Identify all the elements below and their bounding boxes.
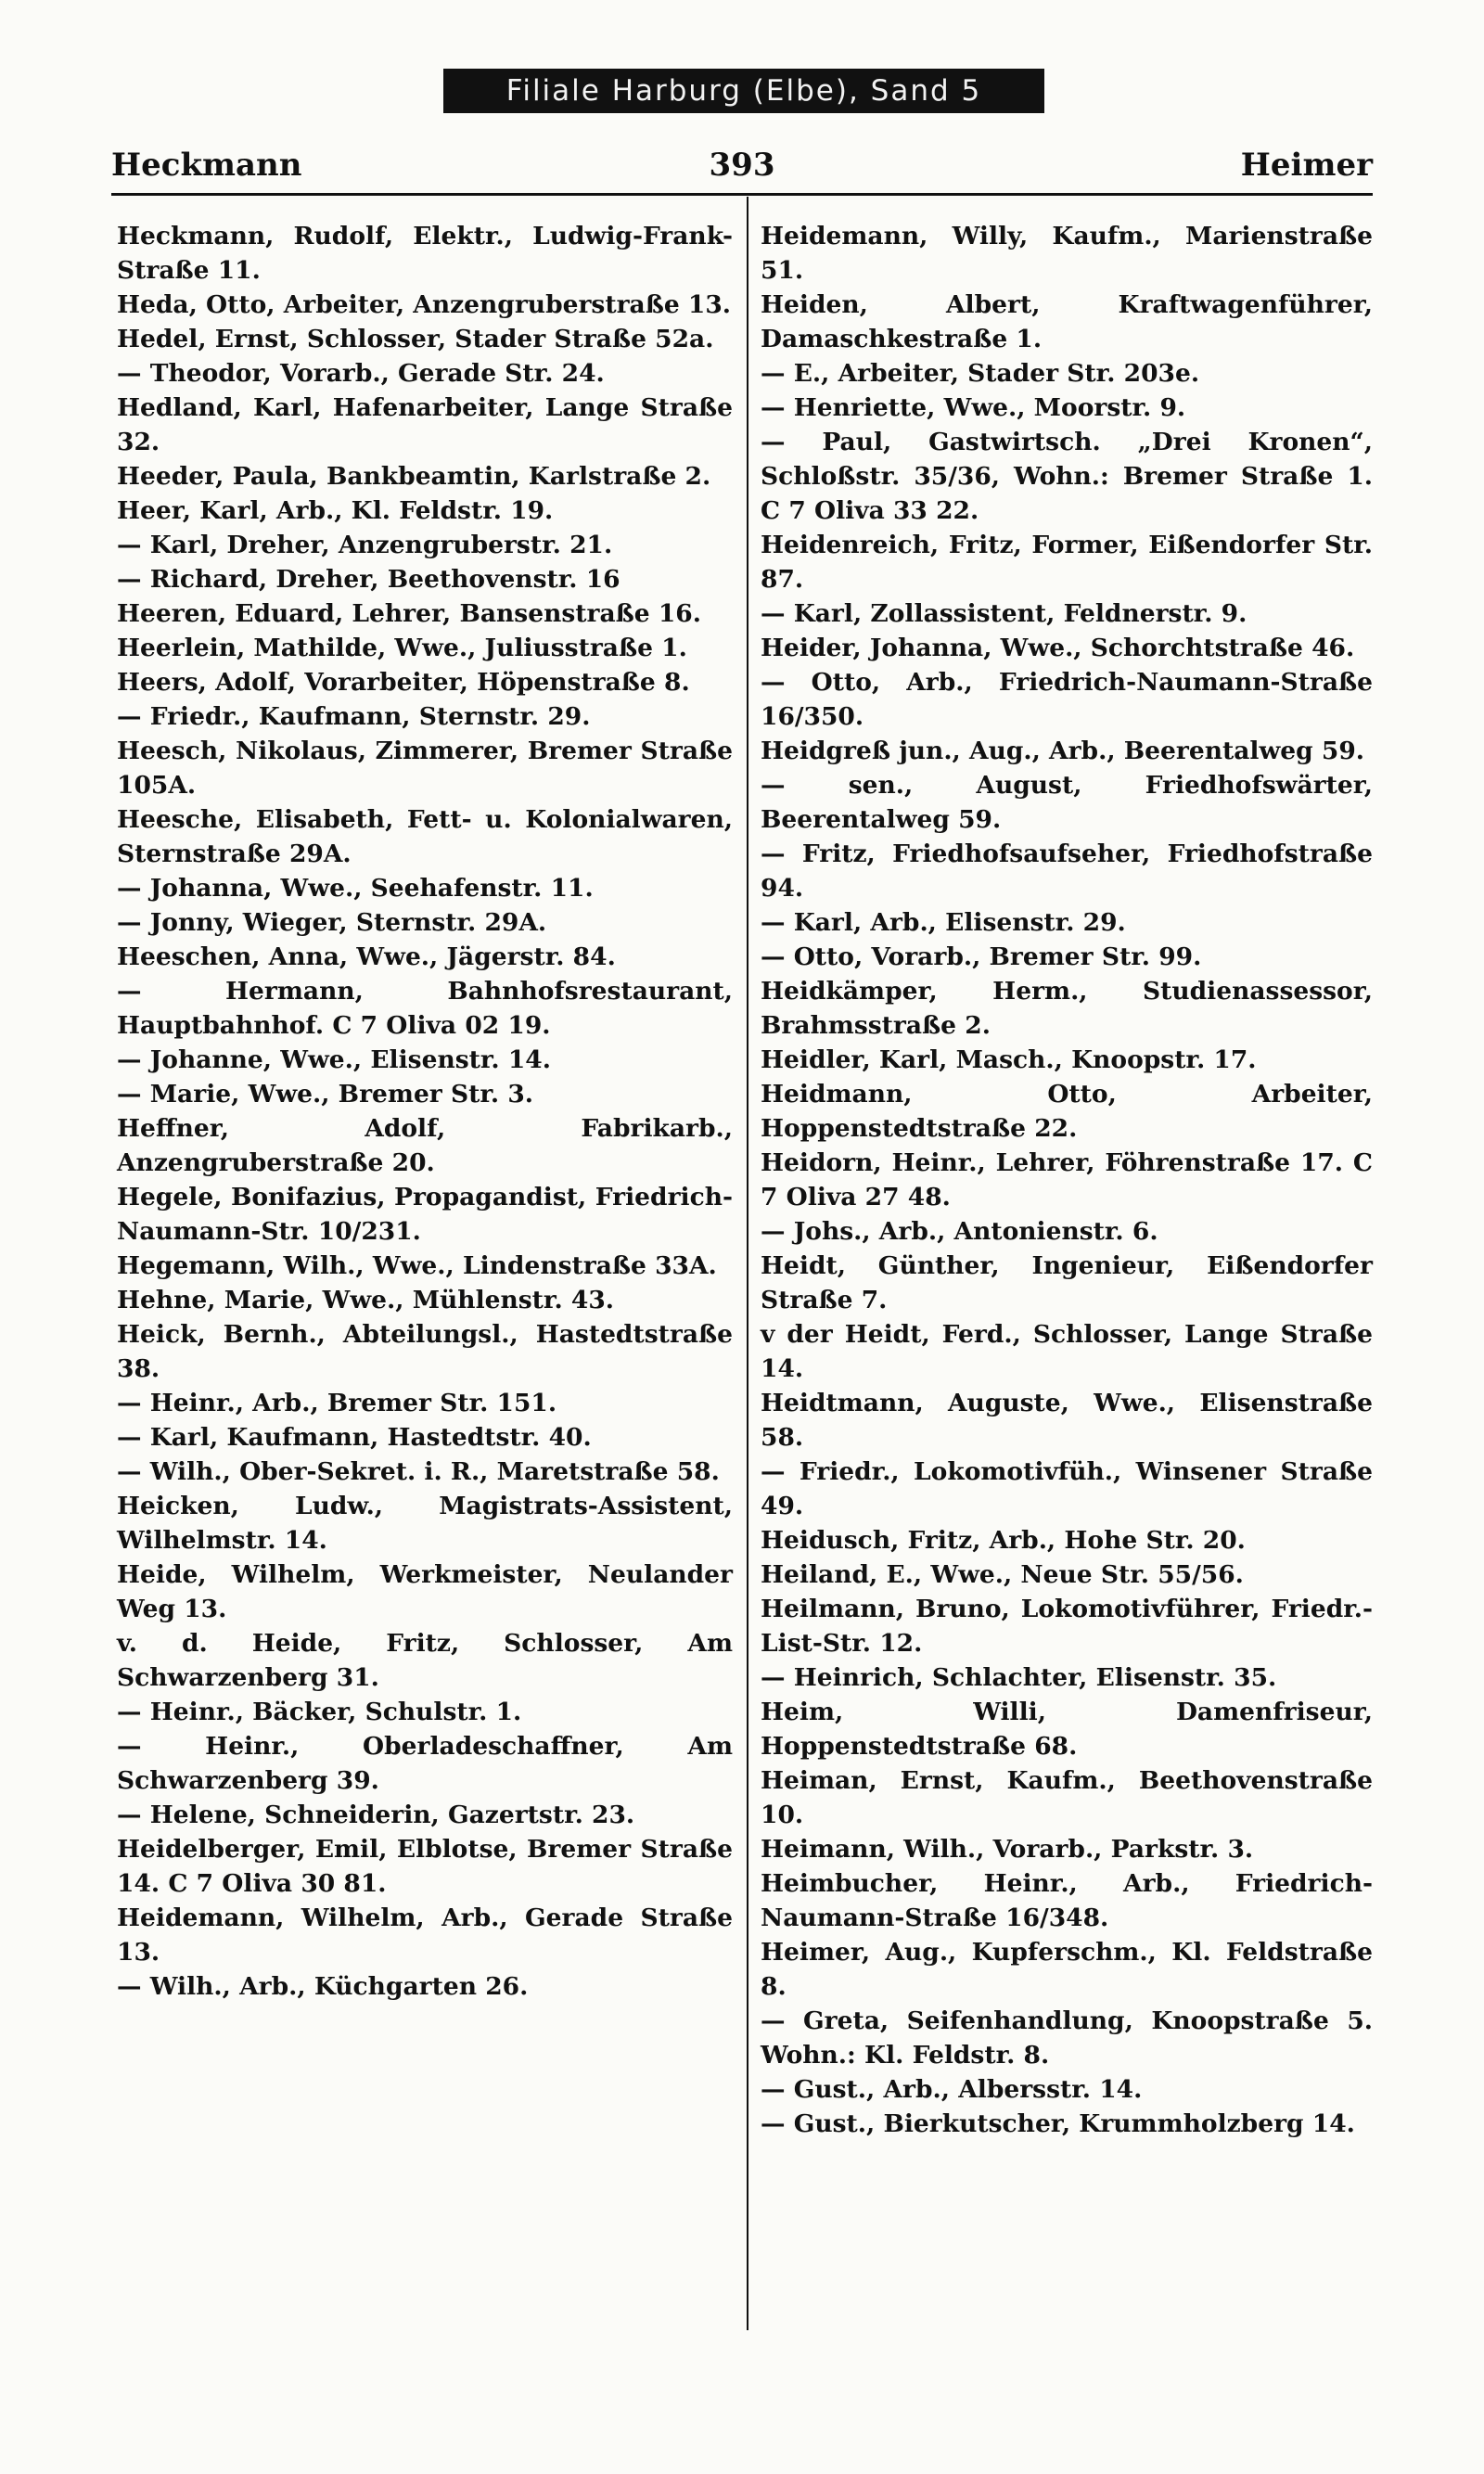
directory-entry: Heiden, Albert, Kraftwagenführer, Damaschkestraße 1. [761, 290, 1373, 353]
directory-entry: Heerlein, Mathilde, Wwe., Juliusstraße 1. [117, 634, 687, 662]
directory-entry: — Jonny, Wieger, Sternstr. 29A. [117, 908, 547, 937]
directory-entry: — Otto, Arb., Friedrich-Naumann-Straße 16/350. [761, 668, 1373, 731]
directory-entry: — Karl, Arb., Elisenstr. 29. [761, 908, 1126, 937]
header-first-name: Heckmann [111, 147, 302, 184]
directory-entry: — Heinr., Bäcker, Schulstr. 1. [117, 1698, 522, 1726]
directory-entry: Heidemann, Wilhelm, Arb., Gerade Straße 13. [117, 1904, 733, 1967]
left-column [117, 219, 733, 2004]
directory-entry: Heeren, Eduard, Lehrer, Bansenstraße 16. [117, 599, 701, 628]
page-header [111, 147, 1373, 191]
directory-entry: Heide, Wilhelm, Werkmeister, Neulander Weg 13. [117, 1560, 733, 1623]
directory-entry: — Heinr., Arb., Bremer Str. 151. [117, 1389, 557, 1417]
directory-entry: — Otto, Vorarb., Bremer Str. 99. [761, 942, 1202, 971]
directory-entry: Heidelberger, Emil, Elblotse, Bremer Straße 14. C 7 Oliva 30 81. [117, 1835, 733, 1898]
directory-entry: — Johs., Arb., Antonienstr. 6. [761, 1217, 1158, 1246]
directory-entry: Heffner, Adolf, Fabrikarb., Anzengruberstraße 20. [117, 1114, 733, 1177]
directory-entry: — Karl, Dreher, Anzengruberstr. 21. [117, 531, 613, 559]
directory-entry: Heilmann, Bruno, Lokomotivführer, Friedr.-List-Str. 12. [761, 1595, 1373, 1658]
directory-entry: Heidt, Günther, Ingenieur, Eißendorfer Straße 7. [761, 1251, 1373, 1314]
directory-entry: Heda, Otto, Arbeiter, Anzengruberstraße 13. [117, 290, 732, 319]
directory-entry: Heidler, Karl, Masch., Knoopstr. 17. [761, 1045, 1257, 1074]
directory-entry: Heidkämper, Herm., Studienassessor, Brahmsstraße 2. [761, 977, 1373, 1040]
directory-entry: Heesche, Elisabeth, Fett- u. Kolonialwaren, Sternstraße 29A. [117, 805, 733, 868]
directory-entry: Heer, Karl, Arb., Kl. Feldstr. 19. [117, 496, 554, 525]
directory-entry: — Johanna, Wwe., Seehafenstr. 11. [117, 874, 594, 903]
header-last-name: Heimer [1240, 147, 1373, 184]
directory-entry: v. d. Heide, Fritz, Schlosser, Am Schwarzenberg 31. [117, 1629, 733, 1692]
directory-entry: Heiman, Ernst, Kaufm., Beethovenstraße 10. [761, 1766, 1373, 1829]
directory-entry: Hedland, Karl, Hafenarbeiter, Lange Straße 32. [117, 393, 733, 456]
directory-entry: Heesch, Nikolaus, Zimmerer, Bremer Straße 105A. [117, 737, 733, 800]
directory-entry: Heider, Johanna, Wwe., Schorchtstraße 46. [761, 634, 1355, 662]
directory-entry: — Marie, Wwe., Bremer Str. 3. [117, 1080, 534, 1109]
directory-entry: — Karl, Zollassistent, Feldnerstr. 9. [761, 599, 1247, 628]
directory-entry: — Fritz, Friedhofsaufseher, Friedhofstraße 94. [761, 840, 1373, 903]
directory-entry: Heimann, Wilh., Vorarb., Parkstr. 3. [761, 1835, 1254, 1864]
directory-entry: — Hermann, Bahnhofsrestaurant, Hauptbahnhof. C 7 Oliva 02 19. [117, 977, 733, 1040]
directory-entry: Hehne, Marie, Wwe., Mühlenstr. 43. [117, 1286, 615, 1314]
directory-entry: — Henriette, Wwe., Moorstr. 9. [761, 393, 1186, 422]
column-divider [747, 197, 748, 2330]
directory-entry: Heidgreß jun., Aug., Arb., Beerentalweg 59. [761, 737, 1364, 765]
directory-entry: Hegemann, Wilh., Wwe., Lindenstraße 33A. [117, 1251, 717, 1280]
branch-banner: Filiale Harburg (Elbe), Sand 5 [443, 69, 1044, 113]
directory-entry: — Karl, Kaufmann, Hastedtstr. 40. [117, 1423, 592, 1452]
directory-entry: — Richard, Dreher, Beethovenstr. 16 [117, 565, 620, 594]
directory-entry: Heiland, E., Wwe., Neue Str. 55/56. [761, 1560, 1244, 1589]
directory-entry: Heimer, Aug., Kupferschm., Kl. Feldstraße 8. [761, 1938, 1373, 2001]
directory-entry: — Theodor, Vorarb., Gerade Str. 24. [117, 359, 605, 388]
directory-entry: Hegele, Bonifazius, Propagandist, Friedrich-Naumann-Str. 10/231. [117, 1183, 733, 1246]
page-number: 393 [709, 147, 775, 184]
directory-entry: v der Heidt, Ferd., Schlosser, Lange Straße 14. [761, 1320, 1373, 1383]
directory-entry: — Helene, Schneiderin, Gazertstr. 23. [117, 1801, 635, 1829]
directory-entry: Heidemann, Willy, Kaufm., Marienstraße 51. [761, 222, 1373, 285]
directory-entry: Heers, Adolf, Vorarbeiter, Höpenstraße 8. [117, 668, 690, 697]
directory-entry: Heick, Bernh., Abteilungsl., Hastedtstraße 38. [117, 1320, 733, 1383]
directory-entry: — Gust., Arb., Albersstr. 14. [761, 2075, 1143, 2104]
directory-entry: Heidtmann, Auguste, Wwe., Elisenstraße 58. [761, 1389, 1373, 1452]
directory-entry: Heeschen, Anna, Wwe., Jägerstr. 84. [117, 942, 616, 971]
directory-entry: — Johanne, Wwe., Elisenstr. 14. [117, 1045, 551, 1074]
directory-entry: — Greta, Seifenhandlung, Knoopstraße 5. Wohn.: Kl. Feldstr. 8. [761, 2006, 1373, 2070]
directory-entry: Hedel, Ernst, Schlosser, Stader Straße 52a. [117, 325, 714, 353]
directory-entry: — Paul, Gastwirtsch. „Drei Kronen“, Schloßstr. 35/36, Wohn.: Bremer Straße 1. C 7 Oliva 33 22. [761, 428, 1373, 525]
directory-entry: — E., Arbeiter, Stader Str. 203e. [761, 359, 1200, 388]
directory-entry: Heidmann, Otto, Arbeiter, Hoppenstedtstraße 22. [761, 1080, 1373, 1143]
directory-entry: — Gust., Bierkutscher, Krummholzberg 14. [761, 2109, 1355, 2138]
directory-entry: — Friedr., Lokomotivfüh., Winsener Straße 49. [761, 1457, 1373, 1520]
directory-entry: — Heinrich, Schlachter, Elisenstr. 35. [761, 1663, 1277, 1692]
header-rule [111, 193, 1373, 196]
directory-entry: Heeder, Paula, Bankbeamtin, Karlstraße 2. [117, 462, 711, 491]
right-column [761, 219, 1373, 2141]
directory-entry: Heim, Willi, Damenfriseur, Hoppenstedtstraße 68. [761, 1698, 1373, 1761]
directory-entry: Heicken, Ludw., Magistrats-Assistent, Wilhelmstr. 14. [117, 1492, 733, 1555]
directory-entry: Heimbucher, Heinr., Arb., Friedrich-Naumann-Straße 16/348. [761, 1869, 1373, 1932]
directory-entry: Heidorn, Heinr., Lehrer, Föhrenstraße 17. C 7 Oliva 27 48. [761, 1148, 1373, 1211]
directory-entry: — sen., August, Friedhofswärter, Beerentalweg 59. [761, 771, 1373, 834]
directory-entry: — Wilh., Arb., Küchgarten 26. [117, 1972, 529, 2001]
directory-entry: — Wilh., Ober-Sekret. i. R., Maretstraße 58. [117, 1457, 720, 1486]
directory-entry: Heidenreich, Fritz, Former, Eißendorfer Str. 87. [761, 531, 1373, 594]
directory-entry: — Friedr., Kaufmann, Sternstr. 29. [117, 702, 591, 731]
directory-entry: Heidusch, Fritz, Arb., Hohe Str. 20. [761, 1526, 1246, 1555]
directory-entry: Heckmann, Rudolf, Elektr., Ludwig-Frank-Straße 11. [117, 222, 733, 285]
directory-entry: — Heinr., Oberladeschaffner, Am Schwarzenberg 39. [117, 1732, 733, 1795]
